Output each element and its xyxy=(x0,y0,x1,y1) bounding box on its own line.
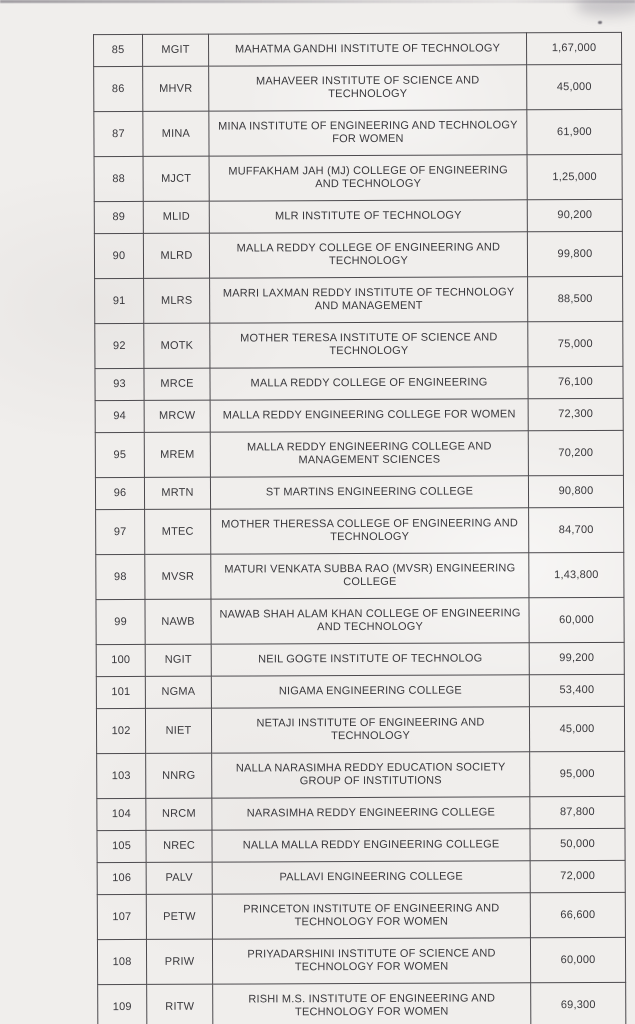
table-row xyxy=(94,154,622,201)
row-number-cell: 93 xyxy=(95,368,144,400)
table-row xyxy=(97,796,625,830)
fee-amount-cell: 53,400 xyxy=(529,674,624,706)
fee-amount-cell: 70,200 xyxy=(528,430,623,475)
college-code-cell: MREM xyxy=(144,432,210,477)
row-number-cell: 98 xyxy=(96,554,145,599)
table-row xyxy=(95,321,623,368)
table-body xyxy=(94,32,626,1024)
college-code-cell: MTEC xyxy=(145,509,211,554)
college-name-cell: NAWAB SHAH ALAM KHAN COLLEGE OF ENGINEERING AND TECHNOLOGY xyxy=(211,598,529,644)
college-code-cell: NIET xyxy=(145,708,211,753)
row-number-cell: 102 xyxy=(96,708,145,753)
college-code-cell: NREC xyxy=(146,830,212,862)
college-name-cell: NALLA MALLA REDDY ENGINEERING COLLEGE xyxy=(212,829,530,862)
college-name-cell: MALLA REDDY COLLEGE OF ENGINEERING xyxy=(210,367,528,400)
row-number-cell: 99 xyxy=(96,599,145,644)
college-code-cell: NNRG xyxy=(146,753,212,798)
row-number-cell: 104 xyxy=(97,798,146,830)
table-row xyxy=(97,751,625,798)
college-code-cell: NAWB xyxy=(145,599,211,644)
table-row xyxy=(96,552,624,599)
table-row xyxy=(96,507,624,554)
table-row xyxy=(96,674,624,708)
college-name-cell: MARRI LAXMAN REDDY INSTITUTE OF TECHNOLOGY AND MANAGEMENT xyxy=(210,277,528,323)
college-name-cell: NEIL GOGTE INSTITUTE OF TECHNOLOG xyxy=(211,643,529,676)
table-row xyxy=(95,276,623,323)
row-number-cell: 95 xyxy=(95,432,144,477)
row-number-cell: 89 xyxy=(94,201,143,233)
fee-amount-cell: 1,67,000 xyxy=(527,32,622,64)
table-row xyxy=(96,597,624,644)
college-code-cell: MOTK xyxy=(144,323,210,368)
row-number-cell: 92 xyxy=(95,323,144,368)
college-code-cell: NGMA xyxy=(145,676,211,708)
college-code-cell: MRTN xyxy=(144,477,210,509)
college-name-cell: PRINCETON INSTITUTE OF ENGINEERING AND TECHNOLOGY FOR WOMEN xyxy=(212,893,530,939)
college-name-cell: RISHI M.S. INSTITUTE OF ENGINEERING AND TECHNOLOGY FOR WOMEN xyxy=(213,983,531,1024)
row-number-cell: 86 xyxy=(94,66,143,111)
scan-speck-artifact xyxy=(598,21,602,24)
college-code-cell: MJCT xyxy=(143,156,209,201)
college-code-cell: PETW xyxy=(146,894,212,939)
college-code-cell: MGIT xyxy=(143,34,209,66)
college-name-cell: MALLA REDDY ENGINEERING COLLEGE AND MANAGEMENT SCIENCES xyxy=(210,431,528,477)
college-name-cell: NIGAMA ENGINEERING COLLEGE xyxy=(211,675,529,708)
college-name-cell: MUFFAKHAM JAH (MJ) COLLEGE OF ENGINEERING AND TECHNOLOGY xyxy=(209,155,527,201)
table-row xyxy=(95,398,623,432)
row-number-cell: 90 xyxy=(94,233,143,278)
scan-smudge-artifact xyxy=(575,0,635,16)
college-code-cell: MLRS xyxy=(144,278,210,323)
college-fees-table-container xyxy=(93,32,626,1024)
college-name-cell: MINA INSTITUTE OF ENGINEERING AND TECHNOLOGY FOR WOMEN xyxy=(209,110,527,156)
college-name-cell: MALLA REDDY COLLEGE OF ENGINEERING AND TECHNOLOGY xyxy=(209,232,527,278)
table-row xyxy=(95,475,623,509)
row-number-cell: 107 xyxy=(97,894,146,939)
college-fees-table xyxy=(93,32,626,1024)
table-row xyxy=(94,32,622,66)
fee-amount-cell: 60,000 xyxy=(529,597,624,642)
table-row xyxy=(97,892,625,939)
fee-amount-cell: 90,200 xyxy=(527,199,622,231)
fee-amount-cell: 76,100 xyxy=(528,366,623,398)
college-name-cell: MATURI VENKATA SUBBA RAO (MVSR) ENGINEERING COLLEGE xyxy=(211,553,529,599)
fee-amount-cell: 99,800 xyxy=(527,231,622,276)
college-name-cell: MLR INSTITUTE OF TECHNOLOGY xyxy=(209,200,527,233)
fee-amount-cell: 60,000 xyxy=(530,937,625,982)
row-number-cell: 100 xyxy=(96,644,145,676)
college-code-cell: RITW xyxy=(147,984,213,1024)
table-row xyxy=(94,231,622,278)
fee-amount-cell: 61,900 xyxy=(527,109,622,154)
scan-edge-artifact xyxy=(0,0,635,3)
college-name-cell: MOTHER THERESSA COLLEGE OF ENGINEERING AND TECHNOLOGY xyxy=(211,508,529,554)
college-code-cell: MRCE xyxy=(144,368,210,400)
row-number-cell: 97 xyxy=(96,509,145,554)
fee-amount-cell: 66,600 xyxy=(530,892,625,937)
college-name-cell: ST MARTINS ENGINEERING COLLEGE xyxy=(210,476,528,509)
fee-amount-cell: 45,000 xyxy=(529,706,624,751)
table-row xyxy=(97,860,625,894)
college-name-cell: MAHATMA GANDHI INSTITUTE OF TECHNOLOGY xyxy=(209,33,527,66)
fee-amount-cell: 72,300 xyxy=(528,398,623,430)
fee-amount-cell: 90,800 xyxy=(528,475,623,507)
table-row xyxy=(94,64,622,111)
table-row xyxy=(98,982,626,1024)
table-row xyxy=(94,199,622,233)
table-row xyxy=(97,828,625,862)
row-number-cell: 91 xyxy=(95,278,144,323)
fee-amount-cell: 50,000 xyxy=(530,828,625,860)
fee-amount-cell: 99,200 xyxy=(529,642,624,674)
fee-amount-cell: 45,000 xyxy=(527,64,622,109)
fee-amount-cell: 69,300 xyxy=(531,982,626,1024)
row-number-cell: 105 xyxy=(97,830,146,862)
college-name-cell: MALLA REDDY ENGINEERING COLLEGE FOR WOMEN xyxy=(210,399,528,432)
table-row xyxy=(95,430,623,477)
fee-amount-cell: 88,500 xyxy=(528,276,623,321)
row-number-cell: 106 xyxy=(97,862,146,894)
fee-amount-cell: 87,800 xyxy=(530,796,625,828)
fee-amount-cell: 75,000 xyxy=(528,321,623,366)
college-code-cell: MHVR xyxy=(143,66,209,111)
college-code-cell: MLRD xyxy=(143,233,209,278)
college-name-cell: NETAJI INSTITUTE OF ENGINEERING AND TECHNOLOGY xyxy=(211,707,529,753)
college-name-cell: PRIYADARSHINI INSTITUTE OF SCIENCE AND TECHNOLOGY FOR WOMEN xyxy=(212,938,530,984)
row-number-cell: 88 xyxy=(94,156,143,201)
college-name-cell: MAHAVEER INSTITUTE OF SCIENCE AND TECHNOLOGY xyxy=(209,65,527,111)
fee-amount-cell: 72,000 xyxy=(530,860,625,892)
row-number-cell: 101 xyxy=(96,676,145,708)
college-code-cell: NRCM xyxy=(146,798,212,830)
college-code-cell: MRCW xyxy=(144,400,210,432)
row-number-cell: 85 xyxy=(94,34,143,66)
row-number-cell: 94 xyxy=(95,400,144,432)
college-code-cell: MINA xyxy=(143,111,209,156)
row-number-cell: 103 xyxy=(97,753,146,798)
table-row xyxy=(95,366,623,400)
college-name-cell: MOTHER TERESA INSTITUTE OF SCIENCE AND TECHNOLOGY xyxy=(210,322,528,368)
fee-amount-cell: 1,43,800 xyxy=(529,552,624,597)
table-row xyxy=(97,937,625,984)
table-row xyxy=(94,109,622,156)
row-number-cell: 109 xyxy=(98,984,147,1024)
fee-amount-cell: 84,700 xyxy=(529,507,624,552)
table-row xyxy=(96,706,624,753)
college-name-cell: NARASIMHA REDDY ENGINEERING COLLEGE xyxy=(212,797,530,830)
college-code-cell: MLID xyxy=(143,201,209,233)
college-code-cell: PRIW xyxy=(146,939,212,984)
row-number-cell: 108 xyxy=(97,939,146,984)
fee-amount-cell: 95,000 xyxy=(530,751,625,796)
college-name-cell: NALLA NARASIMHA REDDY EDUCATION SOCIETY GROUP OF INSTITUTIONS xyxy=(212,752,530,798)
college-name-cell: PALLAVI ENGINEERING COLLEGE xyxy=(212,861,530,894)
college-code-cell: MVSR xyxy=(145,554,211,599)
row-number-cell: 96 xyxy=(95,477,144,509)
row-number-cell: 87 xyxy=(94,111,143,156)
college-code-cell: PALV xyxy=(146,862,212,894)
table-row xyxy=(96,642,624,676)
college-code-cell: NGIT xyxy=(145,644,211,676)
fee-amount-cell: 1,25,000 xyxy=(527,154,622,199)
